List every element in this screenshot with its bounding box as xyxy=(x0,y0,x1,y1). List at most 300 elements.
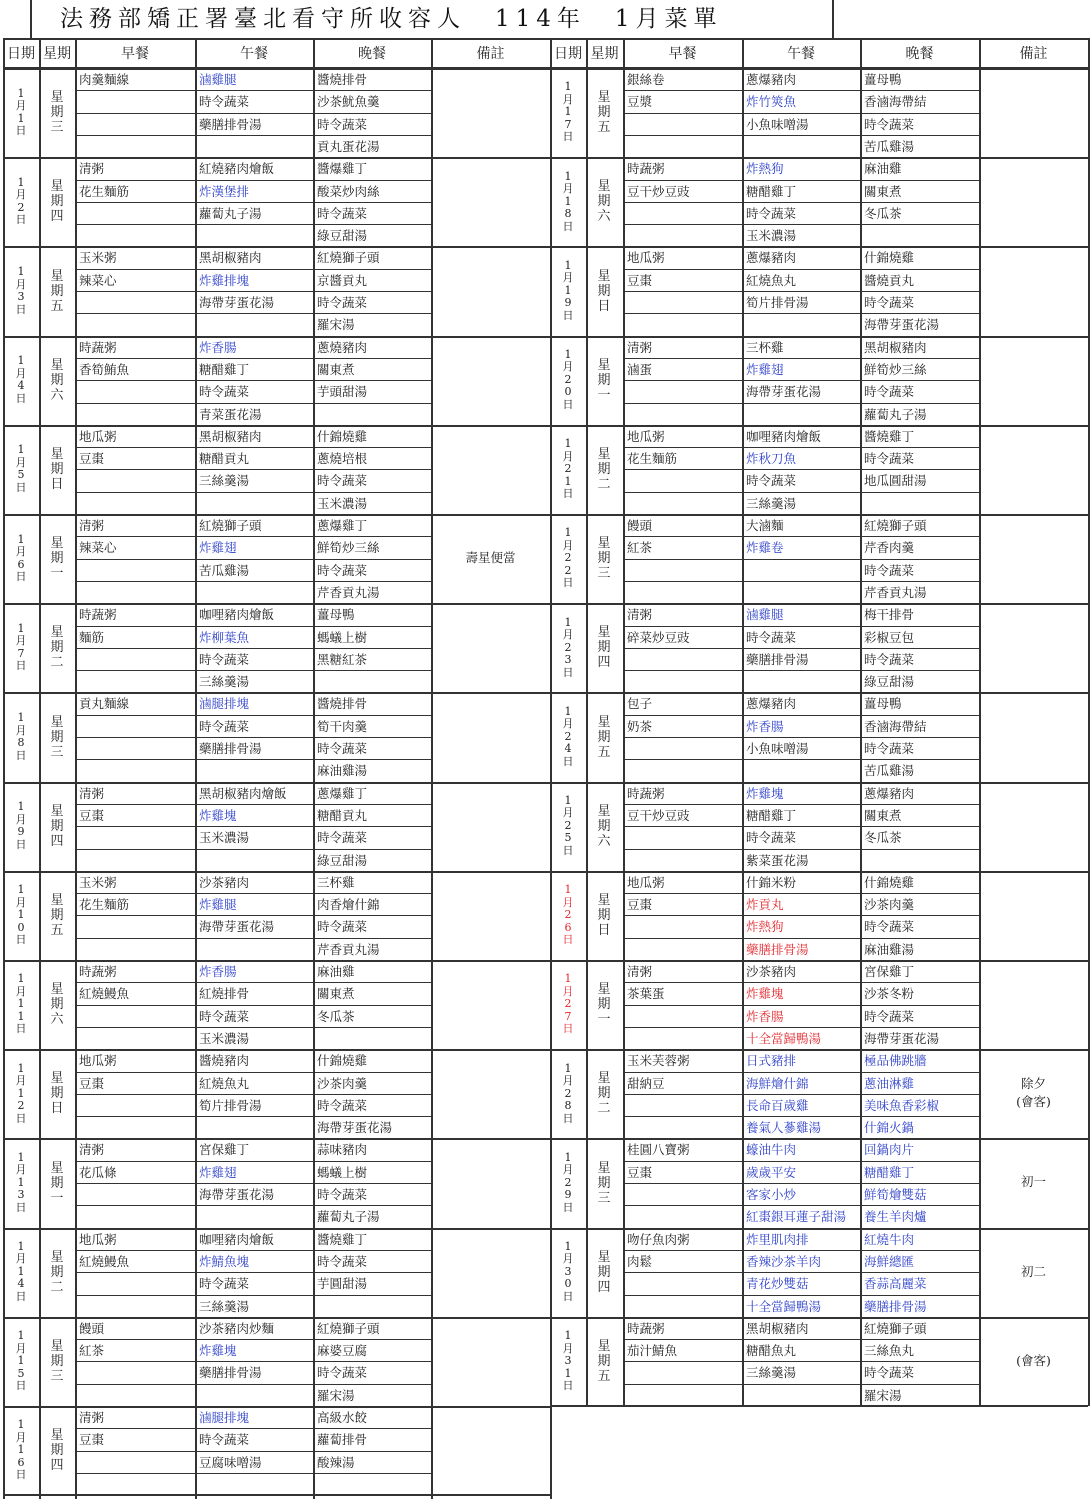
lunch-item: 三絲羹湯 xyxy=(746,495,797,511)
breakfast-item: 香筍鮪魚 xyxy=(79,361,130,377)
date-char: 月 xyxy=(15,455,27,469)
weekday-char: 星 xyxy=(50,90,64,106)
dinner-item: 什錦燒雞 xyxy=(864,874,915,890)
date-char: 5 xyxy=(17,468,25,482)
lunch-item: 蔥爆豬肉 xyxy=(746,250,797,266)
column-divider xyxy=(3,38,5,1499)
date-char: 6 xyxy=(17,557,25,571)
date-char: 日 xyxy=(15,570,27,584)
dinner-item: 酸菜炒肉絲 xyxy=(317,183,380,199)
weekday-char: 星 xyxy=(597,536,611,552)
weekday-char: 一 xyxy=(50,1190,64,1206)
weekday-char: 期 xyxy=(50,1443,64,1459)
lunch-item: 時令蔬菜 xyxy=(199,718,250,734)
lunch-item: 香辣沙茶羊肉 xyxy=(746,1253,822,1269)
dinner-item: 苦瓜雞湯 xyxy=(864,763,915,779)
breakfast-item: 滷蛋 xyxy=(627,361,653,377)
breakfast-item: 玉米芙蓉粥 xyxy=(627,1053,690,1069)
weekday-char: 二 xyxy=(597,476,611,492)
date-char: 月 xyxy=(15,1341,27,1355)
weekday-char: 星 xyxy=(597,1249,611,1265)
dinner-item: 什錦燒雞 xyxy=(864,250,915,266)
weekday-char: 日 xyxy=(597,922,611,938)
lunch-item: 青菜蛋花湯 xyxy=(199,406,262,422)
breakfast-item: 清粥 xyxy=(79,1142,105,1158)
lunch-item: 炸秋刀魚 xyxy=(746,451,797,467)
weekday-char: 星 xyxy=(50,1160,64,1176)
header-top-line xyxy=(3,38,1088,40)
weekday-char: 星 xyxy=(597,714,611,730)
breakfast-item: 時蔬粥 xyxy=(79,607,117,623)
weekday-char: 期 xyxy=(50,105,64,121)
date-char: 日 xyxy=(15,837,27,851)
date-char: 1 xyxy=(564,1366,572,1380)
date-char: 月 xyxy=(15,634,27,648)
date-char: 月 xyxy=(15,812,27,826)
breakfast-item: 地瓜粥 xyxy=(79,1053,117,1069)
dinner-item: 時令蔬菜 xyxy=(317,830,368,846)
date-char: 月 xyxy=(562,628,574,642)
date-char: 日 xyxy=(562,308,574,322)
lunch-item: 沙茶豬肉炒麵 xyxy=(199,1320,275,1336)
lunch-item: 炸熱狗 xyxy=(746,161,784,177)
date-char: 3 xyxy=(17,290,25,303)
lunch-item: 三絲羹湯 xyxy=(199,674,250,690)
date-char: 1 xyxy=(564,526,572,540)
lunch-item: 糖醋魚丸 xyxy=(746,1343,797,1359)
dinner-item: 醬燒貢丸 xyxy=(864,272,915,288)
lunch-item: 紅燒豬肉燴飯 xyxy=(199,161,275,177)
lunch-item: 三絲羹湯 xyxy=(199,1298,250,1314)
dinner-item: 海帶芽蛋花湯 xyxy=(317,1120,393,1136)
dinner-item: 時令蔬菜 xyxy=(317,919,368,935)
weekday-char: 期 xyxy=(597,461,611,477)
lunch-item: 宮保雞丁 xyxy=(199,1142,250,1158)
column-divider xyxy=(586,38,588,1406)
breakfast-item: 紅茶 xyxy=(79,1343,105,1359)
column-header: 早餐 xyxy=(121,46,149,62)
date-char: 日 xyxy=(562,219,574,233)
date-char: 月 xyxy=(562,92,574,106)
weekday-char: 四 xyxy=(50,833,64,849)
weekday-char: 期 xyxy=(50,907,64,923)
dinner-item: 紅燒獅子頭 xyxy=(864,1320,927,1336)
breakfast-item: 豆棗 xyxy=(79,1432,105,1448)
breakfast-item: 花生麵筋 xyxy=(79,183,130,199)
weekday-char: 期 xyxy=(597,372,611,388)
dinner-item: 醬燒排骨 xyxy=(317,696,368,712)
dinner-item: 醬燒雞丁 xyxy=(317,1231,368,1247)
date-char: 1 xyxy=(17,1009,25,1023)
date-char: 1 xyxy=(17,354,25,368)
dinner-item: 紅燒獅子頭 xyxy=(317,250,380,266)
weekday-char: 四 xyxy=(597,655,611,671)
breakfast-item: 豆棗 xyxy=(627,272,653,288)
dinner-item: 麻油雞湯 xyxy=(864,941,915,957)
breakfast-item: 豆干炒豆豉 xyxy=(627,183,690,199)
date-char: 8 xyxy=(564,1099,572,1113)
column-header: 日期 xyxy=(7,46,35,62)
date-char: 2 xyxy=(17,200,25,214)
lunch-item: 蘿蔔丸子湯 xyxy=(199,205,262,221)
dinner-item: 時令蔬菜 xyxy=(864,1008,915,1024)
weekday-char: 期 xyxy=(50,1264,64,1280)
weekday-char: 二 xyxy=(597,1101,611,1117)
lunch-item: 玉米濃湯 xyxy=(746,228,797,244)
date-char: 月 xyxy=(562,1341,574,1355)
weekday-char: 五 xyxy=(597,744,611,760)
breakfast-item: 清粥 xyxy=(79,161,105,177)
weekday-char: 六 xyxy=(50,387,64,403)
weekday-char: 星 xyxy=(597,892,611,908)
breakfast-item: 銀絲卷 xyxy=(627,72,665,87)
dinner-item: 蔥爆雞丁 xyxy=(317,785,368,801)
breakfast-item: 吻仔魚肉粥 xyxy=(627,1231,690,1247)
lunch-item: 玉米濃湯 xyxy=(199,1030,250,1046)
date-char: 日 xyxy=(562,1200,574,1214)
column-divider xyxy=(431,38,433,1499)
date-char: 月 xyxy=(562,717,574,731)
lunch-item: 滷腿排塊 xyxy=(199,1410,250,1425)
remark: 壽星便當 xyxy=(465,550,516,565)
dinner-item: 時令蔬菜 xyxy=(864,651,915,667)
date-char: 1 xyxy=(564,972,572,986)
date-char: 1 xyxy=(17,621,25,635)
date-char: 日 xyxy=(562,754,574,768)
breakfast-item: 紅燒鰻魚 xyxy=(79,1253,130,1269)
lunch-item: 時令蔬菜 xyxy=(746,205,797,221)
date-char: 1 xyxy=(17,1443,25,1457)
breakfast-item: 時蔬粥 xyxy=(79,964,117,979)
dinner-item: 時令蔬菜 xyxy=(317,205,368,221)
weekday-char: 日 xyxy=(50,1101,64,1117)
dinner-item: 養生羊肉爐 xyxy=(864,1209,927,1225)
lunch-item: 糖醋雞丁 xyxy=(746,183,797,199)
dinner-item: 蔥爆豬肉 xyxy=(864,785,915,801)
dinner-item: 薑母鴨 xyxy=(864,72,902,87)
weekday-char: 一 xyxy=(597,387,611,403)
dinner-item: 美味魚香彩椒 xyxy=(864,1097,940,1113)
lunch-item: 炸香腸 xyxy=(199,964,237,979)
lunch-item: 黑胡椒豬肉 xyxy=(199,428,262,444)
breakfast-item: 清粥 xyxy=(79,785,105,801)
date-char: 月 xyxy=(562,449,574,463)
weekday-char: 星 xyxy=(50,1071,64,1087)
dinner-item: 肉香燴什錦 xyxy=(317,897,380,913)
dinner-item: 香蒜高麗菜 xyxy=(864,1276,927,1292)
title-frame xyxy=(832,0,834,38)
dinner-item: 沙茶冬粉 xyxy=(864,986,915,1002)
dinner-item: 玉米濃湯 xyxy=(317,495,368,511)
weekday-char: 六 xyxy=(597,833,611,849)
lunch-item: 小魚味噌湯 xyxy=(746,741,809,756)
breakfast-item: 地瓜粥 xyxy=(79,428,117,444)
lunch-item: 什錦米粉 xyxy=(746,874,797,890)
dinner-item: 冬瓜茶 xyxy=(864,205,902,221)
remark: 初二 xyxy=(1020,1263,1046,1279)
lunch-item: 筍片排骨湯 xyxy=(746,295,809,310)
dinner-item: 綠豆甜湯 xyxy=(317,228,368,244)
dinner-item: 海帶芽蛋花湯 xyxy=(864,317,940,333)
column-header: 備註 xyxy=(476,46,505,62)
dinner-item: 醬爆雞丁 xyxy=(317,161,368,177)
lunch-item: 小魚味噌湯 xyxy=(746,116,809,132)
date-char: 月 xyxy=(15,99,27,113)
lunch-item: 炸竹筴魚 xyxy=(746,94,797,110)
weekday-char: 期 xyxy=(597,997,611,1013)
date-char: 1 xyxy=(564,105,572,119)
lunch-item: 醬燒豬肉 xyxy=(199,1053,250,1069)
lunch-item: 炸雞腿 xyxy=(199,897,237,913)
date-char: 日 xyxy=(15,659,27,673)
date-char: 0 xyxy=(564,1277,572,1291)
remark: (會客) xyxy=(1016,1352,1051,1368)
date-char: 日 xyxy=(562,933,574,947)
lunch-item: 客家小炒 xyxy=(746,1187,797,1202)
dinner-item: 紅燒牛肉 xyxy=(864,1231,915,1247)
table-bottom-line xyxy=(550,1405,1088,1407)
dinner-item: 冬瓜茶 xyxy=(864,830,902,846)
date-char: 日 xyxy=(562,576,574,590)
date-char: 0 xyxy=(564,385,572,399)
date-char: 1 xyxy=(17,1150,25,1164)
lunch-item: 藥膳排骨湯 xyxy=(199,741,262,756)
date-char: 月 xyxy=(15,1252,27,1266)
breakfast-item: 紅茶 xyxy=(627,540,653,556)
table-bottom-line xyxy=(3,1494,550,1496)
dinner-item: 苦瓜雞湯 xyxy=(864,138,915,154)
date-char: 1 xyxy=(564,1061,572,1075)
date-char: 月 xyxy=(15,1074,27,1088)
weekday-char: 星 xyxy=(50,803,64,819)
weekday-char: 星 xyxy=(597,625,611,641)
dinner-item: 時令蔬菜 xyxy=(317,1365,368,1381)
dinner-item: 螞蟻上樹 xyxy=(317,1164,368,1180)
lunch-item: 時令蔬菜 xyxy=(199,384,250,400)
weekday-char: 三 xyxy=(597,566,611,582)
date-char: 1 xyxy=(17,1086,25,1100)
weekday-char: 五 xyxy=(50,922,64,938)
weekday-char: 期 xyxy=(50,283,64,299)
date-char: 5 xyxy=(564,831,572,845)
date-char: 1 xyxy=(564,1239,572,1253)
date-char: 月 xyxy=(15,984,27,998)
date-char: 1 xyxy=(564,1150,572,1164)
dinner-item: 什錦火鍋 xyxy=(864,1120,915,1136)
weekday-char: 期 xyxy=(597,194,611,210)
weekday-char: 星 xyxy=(50,714,64,730)
dinner-item: 綠豆甜湯 xyxy=(864,674,915,690)
weekday-char: 六 xyxy=(597,209,611,225)
weekday-char: 星 xyxy=(50,982,64,998)
dinner-item: 藥膳排骨湯 xyxy=(864,1298,927,1314)
dinner-item: 酸辣湯 xyxy=(317,1454,355,1470)
column-header: 晚餐 xyxy=(358,46,386,62)
date-char: 2 xyxy=(564,997,572,1011)
column-divider xyxy=(39,38,41,1499)
lunch-item: 時令蔬菜 xyxy=(199,1432,250,1448)
date-char: 日 xyxy=(562,1111,574,1125)
date-char: 1 xyxy=(17,997,25,1011)
date-char: 月 xyxy=(15,723,27,737)
date-char: 1 xyxy=(17,1239,25,1253)
dinner-item: 羅宋湯 xyxy=(864,1387,902,1403)
weekday-char: 星 xyxy=(597,1338,611,1354)
dinner-item: 時令蔬菜 xyxy=(317,295,368,310)
lunch-item: 滷腿排塊 xyxy=(199,696,250,712)
weekday-char: 期 xyxy=(50,640,64,656)
lunch-item: 黑胡椒豬肉燴飯 xyxy=(199,785,287,801)
weekday-char: 日 xyxy=(597,298,611,314)
lunch-item: 糖醋貢丸 xyxy=(199,451,250,467)
weekday-char: 期 xyxy=(597,729,611,745)
date-char: 4 xyxy=(17,379,25,393)
lunch-item: 紅燒魚丸 xyxy=(746,272,797,288)
weekday-char: 一 xyxy=(597,1012,611,1028)
date-char: 1 xyxy=(17,972,25,986)
weekday-char: 星 xyxy=(50,179,64,195)
lunch-item: 海帶芽蛋花湯 xyxy=(746,384,822,400)
remark: 初一 xyxy=(1020,1174,1046,1190)
column-header: 備註 xyxy=(1019,46,1048,62)
date-char: 1 xyxy=(564,347,572,361)
lunch-item: 蔥爆豬肉 xyxy=(746,696,797,712)
weekday-char: 星 xyxy=(597,803,611,819)
lunch-item: 炸雞排塊 xyxy=(199,272,250,288)
dinner-item: 沙茶肉羹 xyxy=(317,1075,368,1091)
dinner-item: 貢丸蛋花湯 xyxy=(317,138,380,154)
dinner-item: 關東煮 xyxy=(317,361,355,377)
date-char: 1 xyxy=(17,908,25,922)
date-char: 2 xyxy=(564,551,572,565)
dinner-item: 麻婆豆腐 xyxy=(317,1343,368,1359)
weekday-char: 期 xyxy=(50,818,64,834)
dinner-item: 鮮筍炒三絲 xyxy=(864,361,927,377)
lunch-item: 時令蔬菜 xyxy=(199,1008,250,1024)
date-char: 1 xyxy=(564,883,572,897)
weekday-char: 期 xyxy=(597,283,611,299)
dinner-item: 糖醋雞丁 xyxy=(864,1164,915,1180)
lunch-item: 炸里肌肉排 xyxy=(746,1231,809,1247)
breakfast-item: 桂圓八寶粥 xyxy=(627,1142,690,1158)
date-char: 日 xyxy=(15,1379,27,1393)
date-char: 月 xyxy=(562,1074,574,1088)
weekday-char: 星 xyxy=(597,268,611,284)
dinner-item: 關東煮 xyxy=(317,986,355,1002)
dinner-item: 香滷海帶結 xyxy=(864,94,927,110)
weekday-char: 三 xyxy=(597,1190,611,1206)
dinner-item: 時令蔬菜 xyxy=(864,1365,915,1381)
lunch-item: 沙茶豬肉 xyxy=(746,964,797,979)
breakfast-item: 豆棗 xyxy=(79,807,105,823)
dinner-item: 黑糖紅茶 xyxy=(317,651,368,667)
weekday-char: 期 xyxy=(597,105,611,121)
date-char: 7 xyxy=(564,117,572,131)
weekday-char: 三 xyxy=(50,744,64,760)
breakfast-item: 肉羹麵線 xyxy=(79,72,130,87)
lunch-item: 炸柳葉魚 xyxy=(199,629,250,645)
date-char: 1 xyxy=(17,265,25,278)
dinner-item: 海鮮總匯 xyxy=(864,1253,915,1269)
dinner-item: 蔥燒培根 xyxy=(317,451,368,467)
date-char: 日 xyxy=(562,665,574,679)
dinner-item: 芹香貢丸湯 xyxy=(317,941,380,957)
breakfast-item: 地瓜粥 xyxy=(79,1231,117,1247)
date-char: 2 xyxy=(564,729,572,743)
weekday-char: 二 xyxy=(50,1279,64,1295)
weekday-char: 星 xyxy=(597,357,611,373)
dinner-item: 時令蔬菜 xyxy=(317,1187,368,1202)
lunch-item: 炸雞翅 xyxy=(746,361,784,377)
lunch-item: 炸雞塊 xyxy=(746,785,784,801)
lunch-item: 三杯雞 xyxy=(746,339,784,355)
dinner-item: 蔥油淋雞 xyxy=(864,1075,915,1091)
dinner-item: 芹香貢丸湯 xyxy=(317,584,380,600)
weekday-char: 四 xyxy=(50,209,64,225)
date-char: 1 xyxy=(564,194,572,208)
dinner-item: 梅干排骨 xyxy=(864,607,915,623)
date-char: 2 xyxy=(564,818,572,832)
date-char: 月 xyxy=(562,271,574,285)
dinner-item: 紅燒獅子頭 xyxy=(317,1320,380,1336)
breakfast-item: 玉米粥 xyxy=(79,250,117,266)
dinner-item: 鮮筍燴雙菇 xyxy=(864,1187,927,1202)
breakfast-item: 豆棗 xyxy=(79,1075,105,1091)
lunch-item: 蠔油牛肉 xyxy=(746,1142,797,1158)
date-char: 0 xyxy=(17,920,25,934)
lunch-item: 紅燒排骨 xyxy=(199,986,250,1002)
column-divider xyxy=(550,38,552,1406)
date-char: 日 xyxy=(562,487,574,501)
lunch-item: 紅棗銀耳蓮子甜湯 xyxy=(746,1209,847,1225)
date-char: 9 xyxy=(17,825,25,839)
breakfast-item: 地瓜粥 xyxy=(627,874,665,890)
date-char: 日 xyxy=(15,124,27,138)
date-char: 3 xyxy=(564,1264,572,1278)
lunch-item: 養氣人蔘雞湯 xyxy=(746,1120,822,1136)
breakfast-item: 豆棗 xyxy=(79,451,105,467)
date-char: 8 xyxy=(564,207,572,221)
dinner-item: 麻油雞 xyxy=(864,161,902,177)
column-header: 星期 xyxy=(43,46,71,62)
date-char: 1 xyxy=(17,1061,25,1075)
breakfast-item: 時蔬粥 xyxy=(627,161,665,177)
lunch-item: 十全當歸鴨湯 xyxy=(746,1030,822,1046)
lunch-item: 炸雞卷 xyxy=(746,540,784,556)
weekday-char: 星 xyxy=(50,1338,64,1354)
breakfast-item: 豆漿 xyxy=(627,94,653,110)
dinner-item: 薑母鴨 xyxy=(317,607,355,623)
weekday-char: 期 xyxy=(50,372,64,388)
lunch-item: 日式豬排 xyxy=(746,1053,797,1069)
dinner-item: 沙茶魷魚羹 xyxy=(317,94,380,110)
dinner-item: 時令蔬菜 xyxy=(864,451,915,467)
date-char: 1 xyxy=(17,883,25,897)
lunch-item: 糖醋雞丁 xyxy=(199,361,250,377)
date-char: 1 xyxy=(564,1329,572,1343)
date-char: 1 xyxy=(564,793,572,807)
date-char: 9 xyxy=(564,296,572,310)
dinner-item: 螞蟻上樹 xyxy=(317,629,368,645)
weekday-char: 期 xyxy=(50,461,64,477)
dinner-item: 筍干肉羹 xyxy=(317,718,368,734)
lunch-item: 藥膳排骨湯 xyxy=(199,1365,262,1381)
dinner-item: 時令蔬菜 xyxy=(864,384,915,400)
dinner-item: 時令蔬菜 xyxy=(317,1097,368,1113)
date-char: 8 xyxy=(17,736,25,749)
lunch-item: 藥膳排骨湯 xyxy=(199,116,262,132)
weekday-char: 星 xyxy=(597,179,611,195)
